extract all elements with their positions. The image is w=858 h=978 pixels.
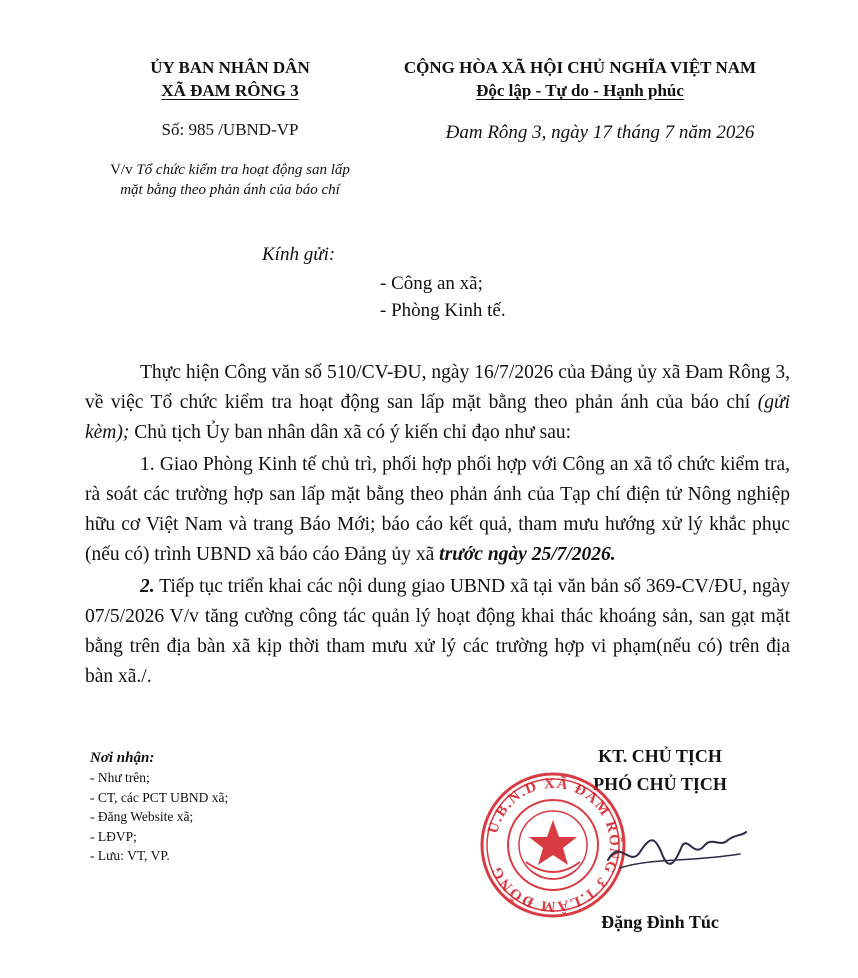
subject-prefix: V/v <box>110 162 137 178</box>
distribution-title: Nơi nhận: <box>90 750 155 766</box>
signer-title-line1: KT. CHỦ TỊCH <box>598 746 722 766</box>
recipient-item: - Phòng Kinh tế. <box>380 300 506 321</box>
document-number: Số: 985 /UBND-VP <box>161 120 299 139</box>
kinh-gui-label: Kính gửi: <box>262 244 336 265</box>
deadline-text: trước ngày 25/7/2026. <box>439 544 616 565</box>
distribution-items <box>90 768 350 866</box>
distribution-item: - CT, các PCT UBND xã; <box>90 789 229 805</box>
signer-title-line2: PHÓ CHỦ TỊCH <box>593 774 727 794</box>
agency-line1: ỦY BAN NHÂN DÂN <box>150 58 310 77</box>
motto-line <box>355 79 805 102</box>
distribution-item: - Lưu: VT, VP. <box>90 848 170 863</box>
subject-text: Tổ chức kiểm tra hoạt động san lấp mặt bằng theo phản ánh của báo chí <box>120 162 350 198</box>
motto-underlined: Độc lập - Tự do - Hạnh phúc <box>476 81 684 100</box>
distribution-item: - Đăng Website xã; <box>90 809 194 824</box>
agency-name-underlined: XÃ ĐAM RÔNG 3 <box>161 81 299 100</box>
national-title: CỘNG HÒA XÃ HỘI CHỦ NGHĨA VIỆT NAM <box>403 58 757 77</box>
distribution-item: - LĐVP; <box>90 828 137 844</box>
item-number: 2. <box>140 576 155 597</box>
body-paragraph-item2: 2. Tiếp tục triển khai các nội dung giao UBND xã tại văn bản số 369-CV/ĐU, ngày 07/5/2026 V/v tăng cường công tác quản lý hoạt động khai thác khoáng sản, san gạt mặt bằng trên địa bàn xã kịp thời tham mưu xử lý các trường hợp vi phạm(nếu có) trên địa bàn xã./. <box>85 576 790 687</box>
body-paragraph-intro: Thực hiện Công văn số 510/CV-ĐU, ngày 16/7/2026 của Đảng ủy xã Đam Rông 3, về việc Tổ chức kiểm tra hoạt động san lấp mặt bằng theo phản ánh của báo chí (gửi kèm); Chủ tịch Ủy ban nhân dân xã có ý kiến chỉ đạo như sau: <box>85 362 790 443</box>
signer-name: Đặng Đình Túc <box>601 912 719 932</box>
document-subject <box>110 160 350 200</box>
national-motto-header <box>355 56 805 102</box>
distribution-list <box>90 748 350 866</box>
place-and-date: Đam Rông 3, ngày 17 tháng 7 năm 2026 <box>445 122 755 143</box>
svg-text:U.B.N.D XÃ ĐAM RÔNG 3 T.LÂM ĐỒ: U.B.N.D XÃ ĐAM RÔNG 3 T.LÂM ĐỒNG <box>485 775 623 915</box>
body-paragraph-item1: 1. Giao Phòng Kinh tế chủ trì, phối hợp phối hợp với Công an xã tổ chức kiểm tra, rà soát các trường hợp san lấp mặt bằng theo phản ánh của Tạp chí điện tử Nông nghiệp hữu cơ Việt Nam và trang Báo Mới; báo cáo kết quả, tham mưu hướng xử lý khắc phục (nếu có) trình UBND xã báo cáo Đảng ủy xã trước ngày 25/7/2026. <box>85 454 790 565</box>
distribution-item: - Như trên; <box>90 770 150 785</box>
attachment-note: (gửi kèm); <box>85 392 790 443</box>
recipients-list <box>380 270 506 324</box>
document-body <box>85 358 790 694</box>
recipient-item: - Công an xã; <box>380 273 483 294</box>
agency-line2 <box>110 79 350 102</box>
handwritten-signature-icon <box>600 818 750 878</box>
issuing-agency-header <box>110 56 350 102</box>
